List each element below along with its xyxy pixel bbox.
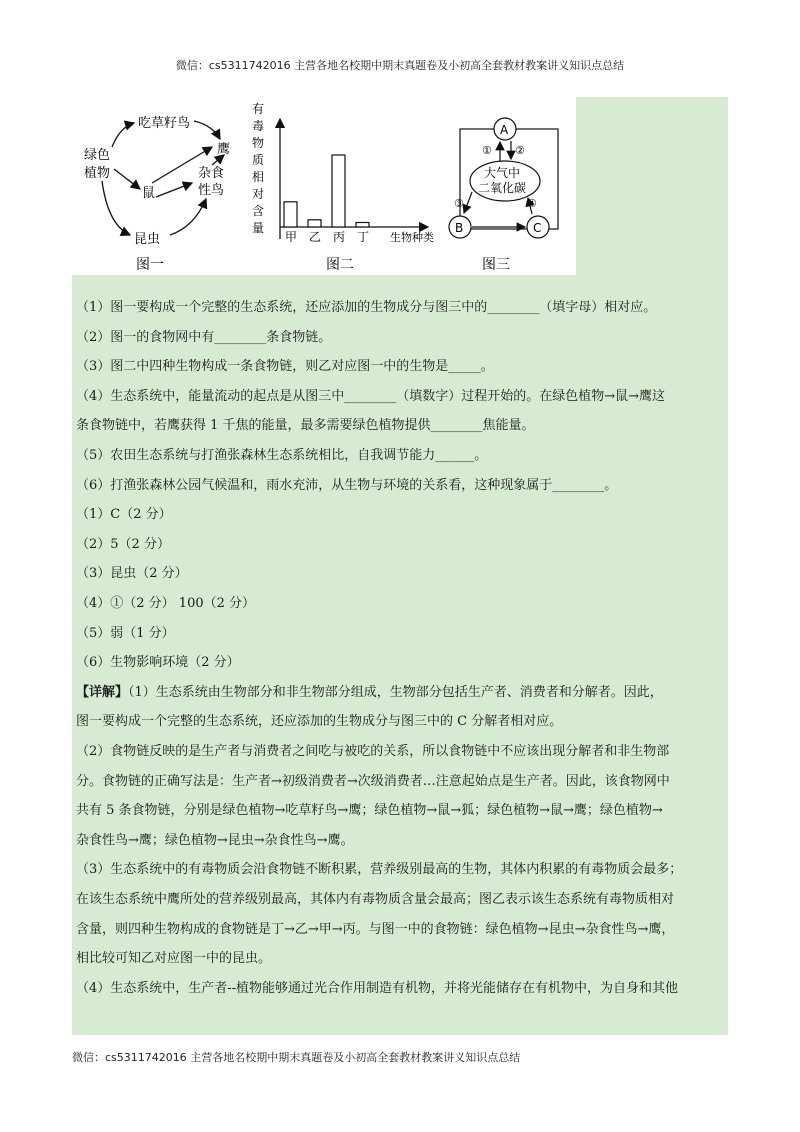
text-line: （5）弱（1 分） [76, 625, 175, 641]
text-line: 图一要构成一个完整的生态系统，还应添加的生物成分与图三中的 C 分解者相对应。 [76, 714, 563, 730]
page-footer: 微信：cs5311742016 主营各地名校期中期末真题卷及小初高全套教材教案讲义知识点总结 [72, 1051, 521, 1064]
figure-1-food-web [84, 115, 230, 273]
y-label-char: 对 [252, 187, 265, 201]
arrow-plant-bird [112, 123, 134, 147]
co2-label-1: 大气中 [484, 166, 521, 180]
x-tick-label: 甲 [285, 230, 298, 244]
label-3: ③ [454, 197, 464, 210]
arrow-3 [464, 192, 472, 213]
x-tick-labels [285, 230, 369, 244]
arrow-mouse-omnivore [156, 183, 192, 197]
figure-2-bar-chart [252, 102, 434, 273]
text-line: 相比较可知乙对应图一中的昆虫。 [76, 951, 272, 967]
text-line: 分。食物链的正确写法是：生产者→初级消费者→次级消费者…注意起始点是生产者。因此，该食物网中 [76, 773, 670, 789]
node-seed-bird: 吃草籽鸟 [138, 116, 191, 131]
text-line: （3）昆虫（2 分） [76, 566, 188, 582]
text-line [76, 681, 663, 700]
y-label-char: 相 [252, 170, 265, 184]
y-label-char: 质 [252, 153, 265, 167]
text-line: 共有 5 条食物链，分别是绿色植物→吃草籽鸟→鹰；绿色植物→鼠→狐；绿色植物→鼠→鹰；绿色植物→ [76, 803, 663, 819]
node-c-label: C [533, 221, 542, 235]
label-2: ② [515, 144, 525, 157]
y-label-char: 有 [252, 102, 265, 116]
x-axis-label: 生物种类 [390, 231, 434, 244]
text-line-body: （1）生态系统由生物部分和非生物部分组成，生物部分包括生产者、消费者和分解者。因此， [128, 684, 663, 700]
text-line: （2）食物链反映的是生产者与消费者之间吃与被吃的关系，所以食物链中不应该出现分解者和非生物部 [76, 744, 670, 759]
bar-1 [308, 220, 321, 227]
label-1: ① [482, 144, 492, 157]
text-line: 含量，则四种生物构成的食物链是丁→乙→甲→丙。与图一中的食物链：绿色植物→昆虫→杂食性鸟→鹰， [76, 921, 675, 937]
arrow-insect-omnivore [170, 199, 206, 235]
bar-2 [332, 155, 345, 227]
text-line: 条食物链中，若鹰获得 1 千焦的能量，最多需要绿色植物提供________焦能量。 [76, 418, 535, 434]
text-line: （1）图一要构成一个完整的生态系统，还应添加的生物成分与图三中的________（填字母）相对应。 [76, 300, 657, 315]
text-line: （3）生态系统中的有毒物质会沿食物链不断积累，营养级别最高的生物，其体内积累的有毒物质会最多； [76, 862, 683, 878]
x-tick-label: 丙 [333, 230, 346, 244]
node-plant-2: 植物 [84, 166, 111, 181]
node-a-label: A [500, 123, 509, 137]
text-line: （4）生态系统中，生产者--植物能够通过光合作用制造有机物，并将光能储存在有机物中，为自身和其他 [76, 980, 679, 996]
x-tick-label: 丁 [357, 230, 370, 244]
text-line: （2）5（2 分） [76, 536, 170, 552]
node-insect: 昆虫 [134, 232, 161, 247]
node-hawk: 鹰 [217, 142, 231, 157]
node-omnivore-bird-1: 杂食 [198, 166, 225, 181]
figure-2-caption: 图二 [326, 257, 354, 273]
text-line: （6）打渔张森林公园气候温和，雨水充沛，从生物与环境的关系看，这种现象属于________。 [76, 477, 618, 493]
figure-1-caption: 图一 [136, 257, 164, 273]
text-line: 在该生态系统中鹰所处的营养级别最高，其体内有毒物质含量会最高；图乙表示该生态系统有毒物质相对 [76, 892, 675, 907]
node-b-label: B [455, 221, 464, 235]
figure-3-carbon-cycle [449, 118, 558, 273]
text-line: （4）①（2 分） 100（2 分） [76, 596, 256, 611]
y-label-char: 物 [252, 136, 265, 150]
text-line: （2）图一的食物网中有________条食物链。 [76, 329, 332, 345]
text-line: （4）生态系统中，能量流动的起点是从图三中________（填数字）过程开始的。在绿色植物→鼠→鹰这 [76, 388, 666, 404]
y-axis-label [252, 102, 264, 235]
figure-panel [72, 97, 576, 275]
label-4: ④ [527, 197, 537, 210]
arrow-bird-hawk [194, 121, 220, 139]
figures-svg [72, 97, 576, 275]
text-line: （1）C（2 分） [76, 507, 172, 523]
node-mouse: 鼠 [142, 186, 156, 201]
y-label-char: 毒 [252, 119, 265, 133]
bar-3 [356, 223, 369, 228]
co2-label-2: 二氧化碳 [478, 181, 527, 195]
bar-0 [284, 202, 297, 227]
y-label-char: 含 [252, 204, 265, 218]
text-line: （3）图二中四种生物构成一条食物链，则乙对应图一中的生物是_____。 [76, 359, 494, 375]
x-tick-label: 乙 [309, 230, 322, 244]
bars [284, 155, 369, 227]
arrow-plant-mouse [114, 169, 140, 189]
text-line: 杂食性鸟→鹰；绿色植物→昆虫→杂食性鸟→鹰。 [76, 832, 354, 848]
y-label-char: 量 [252, 221, 265, 235]
arrow-plant-insect [102, 181, 130, 235]
node-plant-1: 绿色 [84, 148, 111, 163]
text-line: （6）生物影响环境（2 分） [76, 655, 240, 671]
figure-3-caption: 图三 [482, 257, 510, 273]
node-omnivore-bird-2: 性鸟 [198, 183, 225, 198]
text-line: （5）农田生态系统与打渔张森林生态系统相比，自我调节能力______。 [76, 448, 488, 463]
detail-heading: 【详解】 [76, 684, 129, 700]
page-header: 微信：cs5311742016 主营各地名校期中期末真题卷及小初高全套教材教案讲义知识点总结 [175, 59, 625, 72]
